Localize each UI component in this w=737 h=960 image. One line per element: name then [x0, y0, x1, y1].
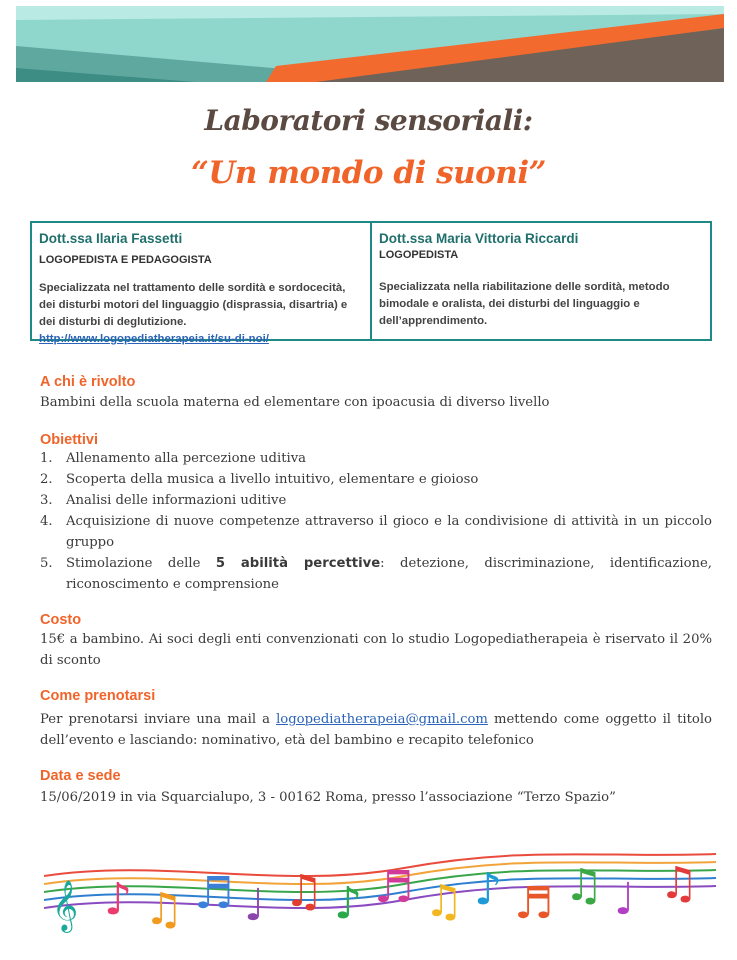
list-number: 5.	[40, 556, 53, 571]
svg-text:𝄞: 𝄞	[52, 880, 79, 931]
section-booking	[40, 688, 712, 751]
list-item	[40, 448, 712, 469]
svg-text:♫: ♫	[284, 866, 324, 917]
list-number: 1.	[40, 451, 53, 466]
section-heading: Costo	[40, 612, 82, 628]
title-line-1: Laboratori sensoriali:	[204, 104, 533, 137]
section-text: 15/06/2019 in via Squarcialupo, 3 - 00162 Roma, presso l’associazione “Terzo Spazio”	[40, 790, 616, 805]
author-role: LOGOPEDISTA E PEDAGOGISTA	[39, 254, 212, 266]
section-text: 15€ a bambino. Ai soci degli enti convenzionati con lo studio Logopediatherapeia è riservato il 20% di sconto	[40, 632, 712, 668]
svg-text:♬: ♬	[514, 878, 554, 929]
list-item	[40, 490, 712, 511]
section-heading: Obiettivi	[40, 432, 99, 448]
list-number: 2.	[40, 472, 53, 487]
booking-text-post: mettendo come oggetto il titolo dell’evento e lasciando: nominativo, età del bambino e recapito telefonico	[40, 712, 712, 748]
svg-text:♫: ♫	[424, 876, 464, 927]
list-text: Analisi delle informazioni uditive	[66, 493, 287, 508]
svg-text:♪: ♪	[474, 864, 503, 915]
author-description: Specializzata nella riabilitazione delle sordità, metodo bimodale e oralista, dei disturbi del linguaggio e dell’apprendimento.	[379, 281, 670, 327]
section-text	[40, 709, 712, 751]
objectives-list	[40, 448, 712, 595]
section-cost	[40, 612, 712, 671]
music-notes-decoration	[44, 828, 716, 940]
section-heading: Data e sede	[40, 768, 121, 784]
author-description-text: Specializzata nel trattamento delle sordità e sordocecità, dei disturbi motori del linguaggio (disprassia, disartria) e dei disturbi di deglutizione.	[39, 282, 348, 328]
svg-text:♪: ♪	[334, 878, 363, 929]
author-card-fassetti	[32, 223, 370, 345]
section-venue	[40, 768, 712, 808]
author-card-riccardi	[370, 223, 710, 339]
author-name: Dott.ssa Maria Vittoria Riccardi	[379, 231, 579, 246]
author-name: Dott.ssa Ilaria Fassetti	[39, 231, 183, 246]
authors-table	[30, 221, 712, 345]
svg-text:♩: ♩	[614, 874, 635, 925]
list-item	[40, 511, 712, 553]
list-text: Acquisizione di nuove competenze attraverso il gioco e la condivisione di attività in un piccolo gruppo	[66, 514, 712, 550]
author-description	[39, 280, 363, 348]
email-link[interactable]: logopediatherapeia@gmail.com	[276, 712, 488, 727]
list-number: 3.	[40, 493, 53, 508]
svg-text:♫: ♫	[564, 860, 604, 911]
header-banner	[16, 6, 724, 82]
svg-text:♬: ♬	[194, 868, 234, 919]
list-text	[66, 553, 712, 595]
list-text: Scoperta della musica a livello intuitivo, elementare e gioioso	[66, 472, 479, 487]
list-item	[40, 469, 712, 490]
svg-text:♩: ♩	[244, 880, 265, 931]
svg-text:♪: ♪	[104, 874, 133, 925]
section-target	[40, 374, 712, 413]
list-text-pre: Stimolazione delle	[66, 556, 216, 571]
list-number: 4.	[40, 514, 53, 529]
svg-text:♫: ♫	[659, 858, 699, 909]
list-text: Allenamento alla percezione uditiva	[66, 451, 307, 466]
section-text: Bambini della scuola materna ed elementare con ipoacusia di diverso livello	[40, 395, 550, 410]
section-heading: A chi è rivolto	[40, 374, 136, 390]
author-role: LOGOPEDISTA	[379, 249, 459, 261]
list-item	[40, 553, 712, 595]
svg-text:♬: ♬	[374, 862, 414, 913]
title-line-2: “Un mondo di suoni”	[191, 155, 546, 191]
author-profile-link[interactable]: http://www.logopediatherapeia.it/su-di-noi/	[39, 333, 269, 345]
section-objectives	[40, 432, 712, 595]
title-block	[0, 104, 737, 191]
list-text-bold: 5 abilità percettive	[215, 556, 381, 571]
booking-text-pre: Per prenotarsi inviare una mail a	[40, 712, 277, 727]
svg-text:♫: ♫	[144, 884, 184, 935]
list-text-post: : detezione, discriminazione, identificazione, riconoscimento e comprensione	[66, 556, 712, 592]
section-heading: Come prenotarsi	[40, 688, 156, 704]
